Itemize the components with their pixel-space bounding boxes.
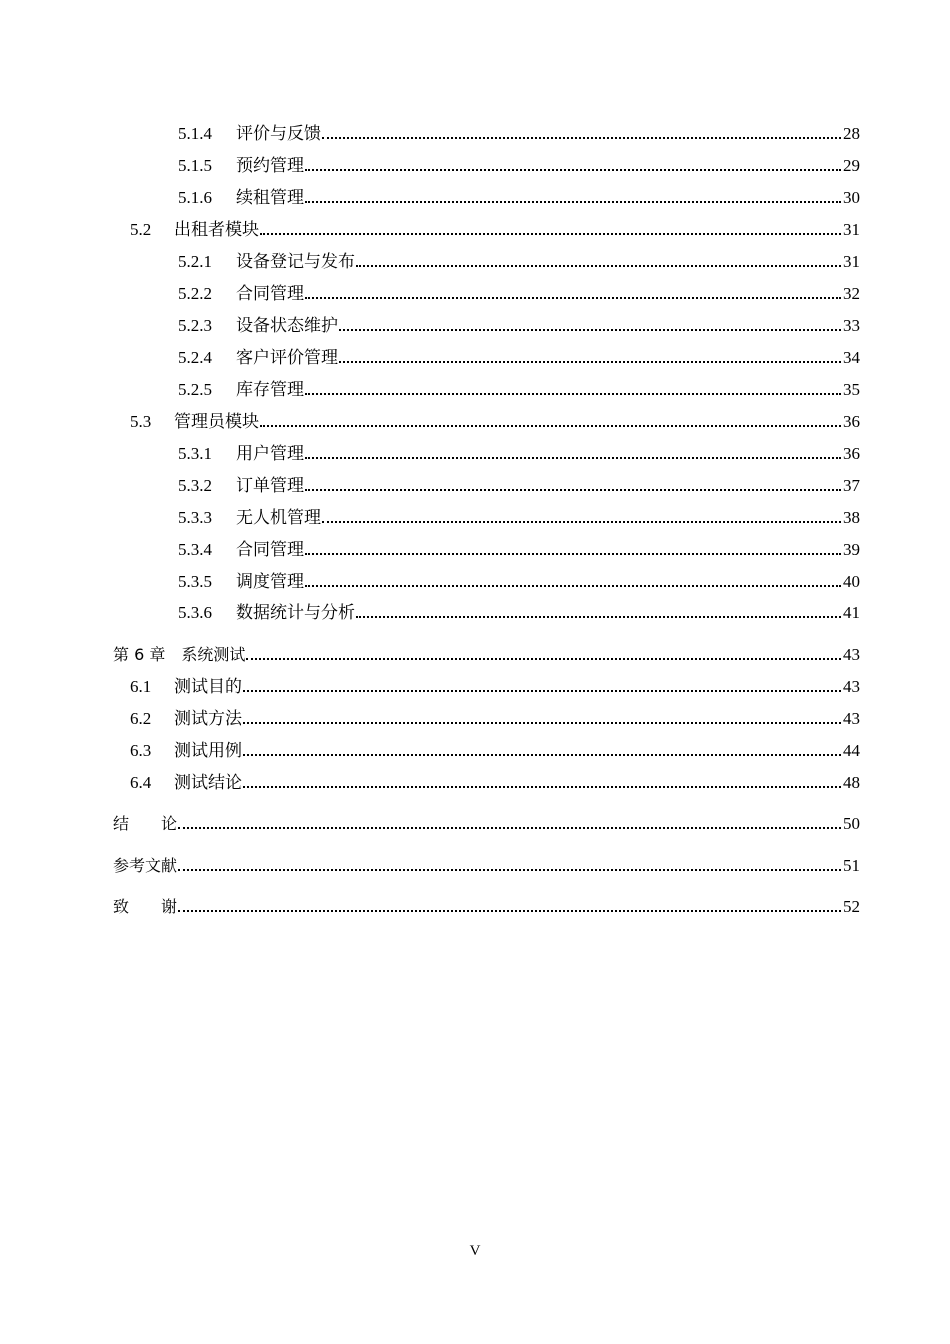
dot-leader bbox=[356, 616, 841, 618]
toc-entry-title: 出租者模块 bbox=[174, 220, 259, 239]
dot-leader bbox=[339, 361, 841, 363]
dot-leader bbox=[356, 265, 841, 267]
toc-chapter-entry[interactable] bbox=[113, 810, 860, 834]
toc-entry-number: 5.3.3 bbox=[178, 508, 212, 527]
toc-entry-number: 5.3.5 bbox=[178, 572, 212, 591]
toc-entry-page: 52 bbox=[843, 897, 860, 916]
toc-entry-page: 31 bbox=[843, 220, 860, 239]
toc-entry-title: 预约管理 bbox=[236, 156, 304, 175]
toc-entry-number: 5.2.1 bbox=[178, 252, 212, 271]
toc-entry-title: 设备状态维护 bbox=[236, 316, 338, 335]
dot-leader bbox=[243, 690, 841, 692]
dot-leader bbox=[178, 869, 841, 871]
toc-entry[interactable] bbox=[178, 504, 860, 528]
toc-entry[interactable] bbox=[178, 312, 860, 336]
toc-entry-title: 第 6 章 系统测试 bbox=[113, 645, 246, 664]
toc-entry[interactable] bbox=[178, 472, 860, 496]
toc-entry-number: 5.3.6 bbox=[178, 603, 212, 622]
toc-entry[interactable] bbox=[178, 599, 860, 623]
toc-entry-number: 5.1.4 bbox=[178, 124, 212, 143]
toc-entry-number: 5.1.6 bbox=[178, 188, 212, 207]
dot-leader bbox=[178, 827, 841, 829]
toc-entry[interactable] bbox=[130, 737, 860, 761]
toc-entry-title: 管理员模块 bbox=[174, 412, 259, 431]
toc-entry-page: 43 bbox=[843, 645, 860, 664]
toc-entry-number: 5.3.1 bbox=[178, 444, 212, 463]
toc-entry[interactable] bbox=[178, 568, 860, 592]
toc-chapter-entry[interactable] bbox=[113, 893, 860, 917]
toc-entry-title: 致 谢 bbox=[113, 897, 178, 916]
toc-entry-title: 结 论 bbox=[113, 814, 178, 833]
dot-leader bbox=[260, 425, 841, 427]
toc-entry-page: 31 bbox=[843, 252, 860, 271]
toc-entry-number: 5.3.2 bbox=[178, 476, 212, 495]
toc-entry-number: 5.2 bbox=[130, 220, 152, 239]
toc-entry-page: 44 bbox=[843, 741, 860, 760]
toc-entry[interactable] bbox=[178, 536, 860, 560]
toc-entry-number: 5.2.4 bbox=[178, 348, 212, 367]
toc-entry-page: 51 bbox=[843, 856, 860, 875]
toc-entry-title: 用户管理 bbox=[236, 444, 304, 463]
toc-entry-page: 43 bbox=[843, 677, 860, 696]
toc-entry-title: 测试用例 bbox=[174, 741, 242, 760]
toc-entry-title: 续租管理 bbox=[236, 188, 304, 207]
dot-leader bbox=[305, 553, 841, 555]
toc-entry-number: 6.2 bbox=[130, 709, 152, 728]
dot-leader bbox=[305, 393, 841, 395]
toc-entry-number: 5.2.5 bbox=[178, 380, 212, 399]
toc-entry-page: 39 bbox=[843, 540, 860, 559]
toc-entry-page: 29 bbox=[843, 156, 860, 175]
dot-leader bbox=[178, 910, 841, 912]
dot-leader bbox=[305, 489, 841, 491]
toc-chapter-entry[interactable] bbox=[113, 641, 860, 665]
dot-leader bbox=[339, 329, 841, 331]
dot-leader bbox=[260, 233, 841, 235]
toc-entry-number: 6.3 bbox=[130, 741, 152, 760]
toc-entry-title: 评价与反馈 bbox=[236, 124, 321, 143]
toc-entry-page: 28 bbox=[843, 124, 860, 143]
dot-leader bbox=[243, 722, 841, 724]
toc-entry-title: 参考文献 bbox=[113, 856, 178, 875]
toc-entry-page: 41 bbox=[843, 603, 860, 622]
toc-entry-page: 38 bbox=[843, 508, 860, 527]
toc-entry-title: 客户评价管理 bbox=[236, 348, 338, 367]
toc-entry-number: 5.2.3 bbox=[178, 316, 212, 335]
toc-entry-title: 数据统计与分析 bbox=[236, 603, 355, 622]
toc-entry[interactable] bbox=[130, 408, 860, 432]
toc-entry-title: 测试结论 bbox=[174, 773, 242, 792]
dot-leader bbox=[243, 786, 841, 788]
toc-entry-title: 合同管理 bbox=[236, 540, 304, 559]
dot-leader bbox=[243, 754, 841, 756]
toc-entry[interactable] bbox=[130, 216, 860, 240]
toc-entry[interactable] bbox=[178, 344, 860, 368]
toc-entry-title: 调度管理 bbox=[236, 572, 304, 591]
toc-entry-page: 37 bbox=[843, 476, 860, 495]
toc-entry-title: 测试目的 bbox=[174, 677, 242, 696]
dot-leader bbox=[305, 201, 841, 203]
toc-entry-number: 5.1.5 bbox=[178, 156, 212, 175]
toc-chapter-entry[interactable] bbox=[113, 852, 860, 876]
toc-entry-title: 设备登记与发布 bbox=[236, 252, 355, 271]
toc-entry-number: 5.3 bbox=[130, 412, 152, 431]
toc-entry[interactable] bbox=[178, 376, 860, 400]
dot-leader bbox=[305, 169, 841, 171]
toc-entry-page: 43 bbox=[843, 709, 860, 728]
toc-entry-page: 30 bbox=[843, 188, 860, 207]
toc-entry[interactable] bbox=[178, 280, 860, 304]
toc-entry-page: 34 bbox=[843, 348, 860, 367]
toc-entry-number: 6.1 bbox=[130, 677, 152, 696]
toc-entry-title: 测试方法 bbox=[174, 709, 242, 728]
toc-entry-number: 6.4 bbox=[130, 773, 152, 792]
toc-entry[interactable] bbox=[178, 120, 860, 144]
toc-entry[interactable] bbox=[178, 248, 860, 272]
dot-leader bbox=[305, 457, 841, 459]
toc-entry[interactable] bbox=[178, 152, 860, 176]
toc-entry[interactable] bbox=[178, 440, 860, 464]
dot-leader bbox=[305, 585, 841, 587]
dot-leader bbox=[322, 137, 841, 139]
toc-entry-title: 无人机管理 bbox=[236, 508, 321, 527]
dot-leader bbox=[322, 521, 841, 523]
dot-leader bbox=[246, 658, 841, 660]
page-number: V bbox=[469, 1243, 481, 1259]
toc-entry-title: 合同管理 bbox=[236, 284, 304, 303]
toc-entry-page: 36 bbox=[843, 444, 860, 463]
toc-entry[interactable] bbox=[130, 769, 860, 793]
toc-entry-page: 36 bbox=[843, 412, 860, 431]
toc-entry-title: 库存管理 bbox=[236, 380, 304, 399]
toc-entry-page: 50 bbox=[843, 814, 860, 833]
dot-leader bbox=[305, 297, 841, 299]
toc-entry-number: 5.2.2 bbox=[178, 284, 212, 303]
toc-entry-number: 5.3.4 bbox=[178, 540, 212, 559]
toc-entry-page: 35 bbox=[843, 380, 860, 399]
toc-entry[interactable] bbox=[178, 184, 860, 208]
toc-entry-page: 33 bbox=[843, 316, 860, 335]
toc-entry[interactable] bbox=[130, 705, 860, 729]
toc-entry-page: 32 bbox=[843, 284, 860, 303]
toc-entry-page: 48 bbox=[843, 773, 860, 792]
toc-entry-title: 订单管理 bbox=[236, 476, 304, 495]
toc-entry[interactable] bbox=[130, 673, 860, 697]
toc-entry-page: 40 bbox=[843, 572, 860, 591]
